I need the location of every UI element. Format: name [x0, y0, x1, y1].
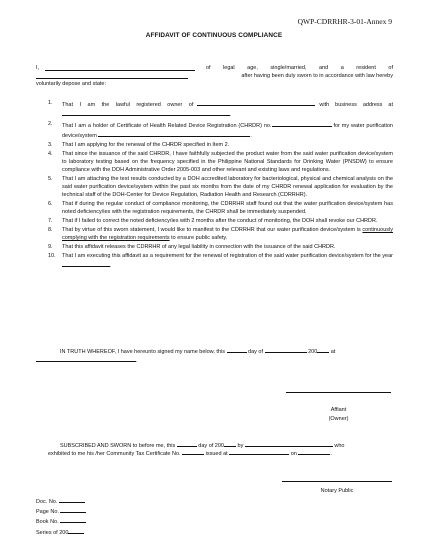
docket-block [36, 496, 86, 537]
statement-item-1: 1. That I am the lawful registered owner of with business address at . [48, 100, 393, 119]
intro-paragraph [36, 64, 393, 89]
intro-line-2 [36, 72, 393, 80]
page-no-blank[interactable] [60, 506, 86, 513]
statement-item-6: 6. That if during the regular conduct of compliance monitoring, the CDRRHR staff found out that the water purification device/system has noted deficiency/ies with the registration requirements, the CHRDR shall be immediately suspended. [48, 201, 393, 216]
ctc-no-blank[interactable] [182, 448, 204, 455]
device-system-blank[interactable] [98, 130, 250, 137]
subscribed-day-blank[interactable] [177, 440, 197, 447]
series-line: Series of 200 [36, 527, 86, 537]
affiant-label: Affiant [330, 407, 347, 413]
chrdr-no-blank[interactable] [272, 120, 332, 127]
owner-label: (Owner) [328, 416, 349, 422]
name-blank[interactable] [45, 64, 195, 71]
ctc-issued-at-blank[interactable] [229, 448, 289, 455]
intro-line-1 [36, 64, 393, 72]
witness-month-blank[interactable] [265, 346, 307, 353]
statement-item-2: 2. That I am a holder of Certificate of Health Related Device Registration (CHRDR) no. for my water purification device/system . [48, 121, 393, 140]
witness-line: IN TRUTH WHEREOF, I have hereunto signed my name below, this day of 200 at [60, 346, 393, 356]
subscribed-line: SUBSCRIBED AND SWORN to before me, this day of 200 by who [60, 440, 393, 450]
statement-item-3: 3. That I am applying for the renewal of the CHRDR specified in Item 2. [48, 142, 230, 148]
witness-place-blank[interactable] [36, 355, 136, 362]
business-address-blank[interactable] [62, 109, 230, 116]
affiant-signature-line[interactable] [286, 392, 391, 393]
renewal-year-blank[interactable] [62, 260, 110, 267]
page-no-line: Page No. [36, 506, 86, 516]
statement-item-5: 5. That I am attaching the test results conducted by a DOH accredited laboratory for bacteriological, physical and chemical analysis on the said water purification device/system within the past six months from the date of my CHRDR renewal application for evaluation by the technical staff of the DOH-Center for Device Regulation, Radiation Health and Research (CDRRHR). [48, 176, 393, 199]
doc-no-line: Doc. No. [36, 496, 86, 506]
statement-list [48, 99, 393, 271]
notary-signature-line[interactable] [282, 481, 392, 482]
book-no-line: Book No. [36, 516, 86, 526]
subscribed-by-blank[interactable] [245, 440, 333, 447]
address-blank[interactable] [36, 72, 188, 79]
statement-item-8: 8. That by virtue of this sworn statement, I would like to manifest to the CDRRHR that our water purification device/system is continuously complying with the registration requirements to ensure public safety. [48, 227, 393, 242]
witness-day-blank[interactable] [227, 346, 247, 353]
witness-year-blank[interactable] [317, 346, 329, 353]
notary-label: Notary Public [320, 488, 354, 494]
intro-sworn: after having been duly sworn to in accordance with law hereby [241, 73, 393, 80]
doc-no-blank[interactable] [59, 496, 85, 503]
statement-item-9: 9. That this affidavit releases the CDRRHR of any legal liability in connection with the issuance of the said CHRDR. [48, 244, 336, 250]
document-ref-code: QWP-CDRRHR-3-01-Annex 9 [297, 17, 392, 26]
statement-item-4: 4. That since the issuance of the said CHRDR, I have faithfully subjected the product water from the said water purification device/system to laboratory testing based on the frequency specified in the Philippine National Standards for Drinking Water (PNSDW) to ensure compliance with the DOH Administrative Order 2005-003 and other relevant and existing laws and regulations. [48, 150, 393, 174]
intro-depose: voluntarily depose and state: [36, 81, 107, 88]
series-blank[interactable] [68, 527, 84, 534]
ctc-date-blank[interactable] [298, 448, 330, 455]
book-no-blank[interactable] [60, 516, 86, 523]
compliance-underlined: continuously complying with the registration requirements [62, 227, 393, 242]
ctc-line: exhibited to me his /her Community Tax Certificate No. issued at on . [48, 448, 332, 458]
document-title: AFFIDAVIT OF CONTINUOUS COMPLIANCE [145, 32, 283, 39]
subscribed-year-blank[interactable] [224, 440, 236, 447]
product-blank[interactable] [197, 99, 315, 106]
witness-place-line: . [36, 355, 138, 365]
intro-i: I, [36, 65, 40, 71]
statement-item-10: 10. That I am executing this affidavit as a requirement for the renewal of registration of the said water purification device/system for the year . [48, 252, 393, 269]
statement-item-7: 7. That if I failed to correct the noted deficiency/ies with 2 months after the conduct of monitoring, the DOH shall revoke our CHRDR. [48, 218, 378, 225]
intro-legal-age: of legal age, single/married, and a resident of [205, 65, 393, 71]
